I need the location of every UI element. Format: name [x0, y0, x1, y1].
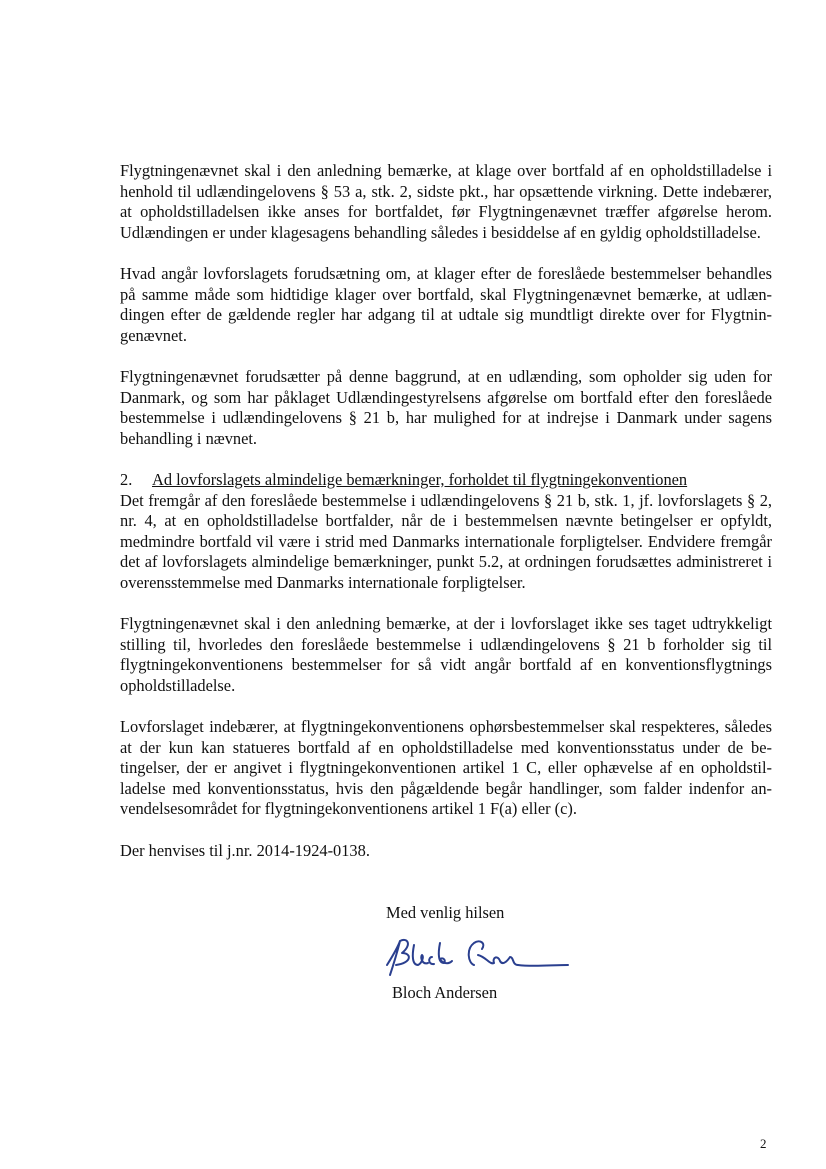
closing-greeting: Med venlig hilsen [386, 903, 505, 922]
paragraph-suspensive-effect: Flygtningenævnet skal i den anledning bemærke, at klage over bortfald af en opholdstilladelse i henhold til udlændingelovens § 53 a, stk. 2, sidste pkt., har opsættende virkning. Dette indebærer, at opholdstilladelsen ikke anses for bortfaldet, før Flygtningenævnet træffer afgørelse herom. Udlændingen er under klagesagens behandling således i besiddelse af en gyldig opholdstilladelse. [120, 161, 772, 242]
section-number: 2. [120, 469, 133, 489]
handwritten-signature-icon [382, 935, 572, 983]
letter-body [120, 161, 772, 882]
paragraph-reference: Der henvises til j.nr. 2014-1924-0138. [120, 840, 370, 860]
page-number: 2 [760, 1136, 767, 1151]
section-title: Ad lovforslagets almindelige bemærkninger, forholdet til flygtningekonventionen [152, 469, 688, 489]
paragraph-entry-right: Flygtningenævnet forudsætter på denne baggrund, at en udlænding, som opholder sig uden for Danmark, og som har påklaget Udlændingestyrelsens afgørelse om bortfald efter den foreslåede bestemmelse i udlændingelovens § 21 b, har mulighed for at indrejse i Danmark under sagens behandling i nævnet. [120, 366, 772, 448]
paragraph-section-provision: Det fremgår af den foreslåede bestemmelse i udlændingelovens § 21 b, stk. 1, jf. lovforslagets § 2, nr. 4, at en opholdstilladelse bortfalder, når de i bestemmelsen nævnte betingelser er opfyldt, medmindre bortfald vil være i strid med Danmarks internationale forpligtelser. Endvidere fremgår det af lovforslagets almindelige bemærkninger, punkt 5.2, at ordningen forudsættes administreret i overensstemmelse med Danmarks internationale forpligtelser. [120, 490, 772, 592]
paragraph-oral-hearing: Hvad angår lovforslagets forudsætning om, at klager efter de foreslåede bestemmelser behandles på samme måde som hidtidige klager over bortfald, skal Flygtningenævnet bemærke, at udlændingen efter de gældende regler har adgang til at udtale sig mundtligt direkte over for Flygtningenævnet. [120, 263, 772, 345]
section-heading [120, 470, 772, 491]
signer-name: Bloch Andersen [392, 983, 498, 1002]
paragraph-cessation-clauses: Lovforslaget indebærer, at flygtningekonventionens ophørsbestemmelser skal respekteres, således at der kun kan statueres bortfald af en opholdstilladelse med konventionsstatus under de betingelser, der er angivet i flygtningekonventionen artikel 1 C, eller ophævelse af en opholdstilladelse med konventionsstatus, hvis den pågældende begår handlinger, som falder indenfor anvendelsesområdet for flygtningekonventionens artikel 1 F(a) eller (c). [120, 717, 772, 819]
paragraph-convention-position: Flygtningenævnet skal i den anledning bemærke, at der i lovforslaget ikke ses taget udtrykkeligt stilling til, hvorledes den foreslåede bestemmelse i udlændingelovens § 21 b forholder sig til flygtningekonventionens bestemmelser for så vidt angår bortfald af en konventionsflygtnings opholdstilladelse. [120, 614, 772, 695]
